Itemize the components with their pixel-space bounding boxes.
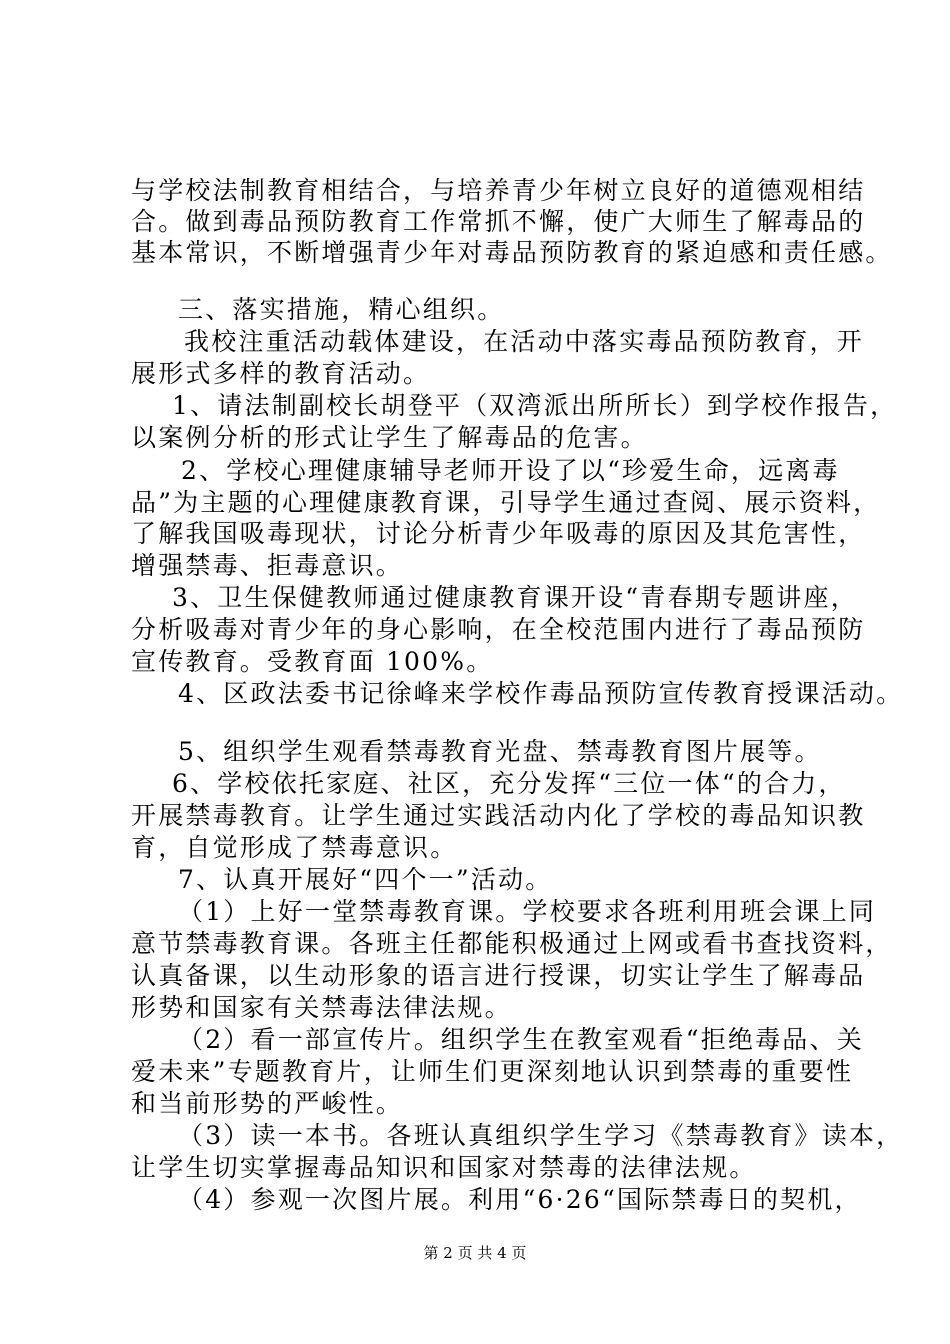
text-line: 开展禁毒教育。让学生通过实践活动内化了学校的毒品知识教: [131, 801, 866, 830]
text-line: 与学校法制教育相结合，与培养青少年树立良好的道德观相结: [131, 176, 866, 205]
text-line: 展形式多样的教育活动。: [131, 359, 431, 388]
text-line: 品”为主题的心理健康教育课，引导学生通过查阅、展示资料，: [131, 488, 881, 517]
list-item: 2、学校心理健康辅导老师开设了以“珍爱生命，远离毒: [181, 456, 840, 485]
text-line: 分析吸毒对青少年的身心影响，在全校范围内进行了毒品预防: [131, 615, 866, 644]
list-item: 4、区政法委书记徐峰来学校作毒品预防宣传教育授课活动。: [178, 679, 904, 708]
text-line: 让学生切实掌握毒品知识和国家对禁毒的法律法规。: [131, 1153, 757, 1182]
text-line: 合。做到毒品预防教育工作常抓不懈，使广大师生了解毒品的: [131, 207, 866, 236]
list-item: （3）读一本书。各班认真组织学生学习《禁毒教育》读本，: [178, 1121, 904, 1150]
list-item: （1）上好一堂禁毒教育课。学校要求各班利用班会课上同: [178, 897, 877, 926]
text-line: 了解我国吸毒现状，讨论分析青少年吸毒的原因及其危害性，: [131, 519, 866, 548]
list-item: 3、卫生保健教师通过健康教育课开设“青春期专题讲座，: [172, 583, 858, 612]
list-item: （2）看一部宣传片。组织学生在教室观看“拒绝毒品、关: [178, 1025, 864, 1054]
text-line: 和当前形势的严峻性。: [131, 1089, 404, 1118]
list-item: （4）参观一次图片展。利用“6·26“国际禁毒日的契机，: [178, 1185, 862, 1214]
list-item: 1、请法制副校长胡登平（双湾派出所所长）到学校作报告，: [172, 391, 898, 420]
list-item: 5、组织学生观看禁毒教育光盘、禁毒教育图片展等。: [178, 737, 822, 766]
text-line: 育，自觉形成了禁毒意识。: [131, 833, 458, 862]
page-footer: 第 2 页 共 4 页: [423, 1244, 527, 1262]
text-line: 认真备课，以生动形象的语言进行授课，切实让学生了解毒品: [131, 961, 866, 990]
text-line: 以案例分析的形式让学生了解毒品的危害。: [131, 423, 648, 452]
text-line: 形势和国家有关禁毒法律法规。: [131, 993, 512, 1022]
section-heading: 三、落实措施，精心组织。: [178, 295, 505, 324]
text-line: 爱未来”专题教育片，让师生们更深刻地认识到禁毒的重要性: [131, 1057, 854, 1086]
text-line: 意节禁毒教育课。各班主任都能积极通过上网或看书查找资料，: [131, 929, 893, 958]
list-item: 7、认真开展好“四个一”活动。: [178, 865, 553, 894]
list-item: 6、学校依托家庭、社区，充分发挥“三位一体“的合力，: [172, 769, 846, 798]
text-line: 基本常识，不断增强青少年对毒品预防教育的紧迫感和责任感。: [131, 238, 893, 267]
text-line: 我校注重活动载体建设，在活动中落实毒品预防教育，开: [184, 327, 865, 356]
text-line: 增强禁毒、拒毒意识。: [131, 551, 404, 580]
text-line: 宣传教育。受教育面 100%。: [131, 647, 494, 676]
